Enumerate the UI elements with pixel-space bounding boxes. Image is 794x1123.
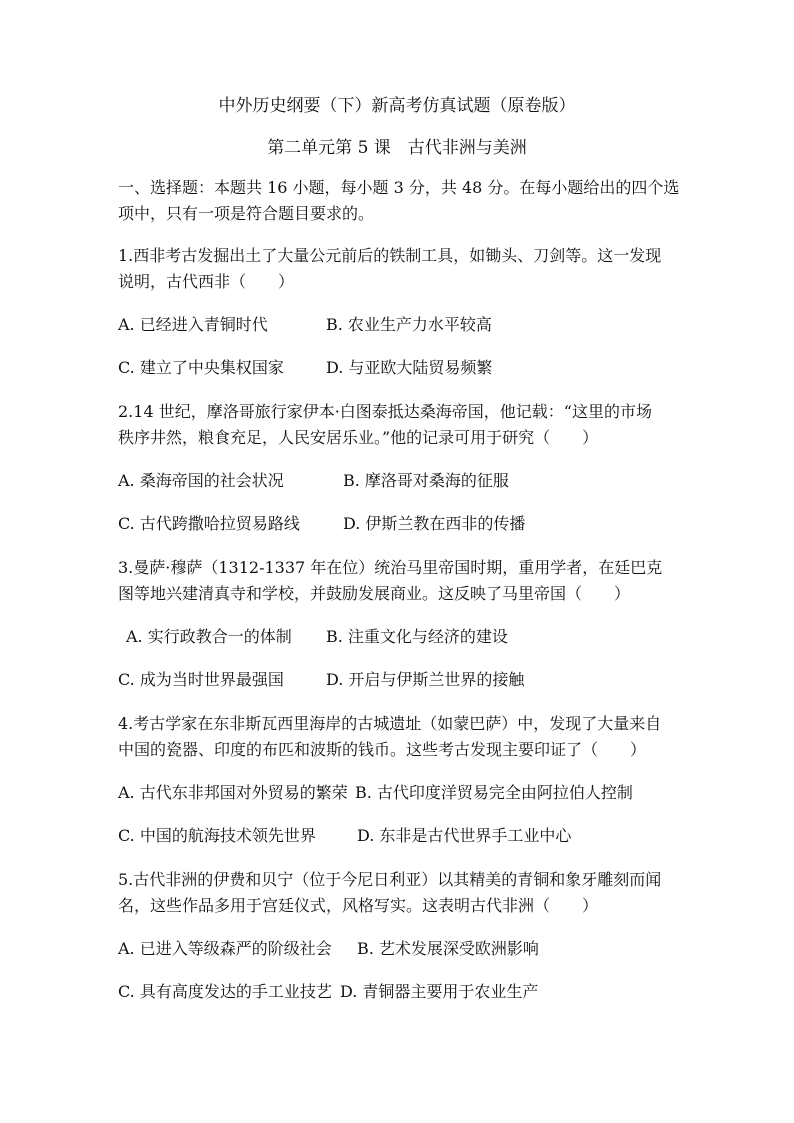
question-stem: 2.14 世纪，摩洛哥旅行家伊本·白图泰抵达桑海帝国，他记载：“这里的市场 [118, 402, 652, 421]
question-stem: 4.考古学家在东非斯瓦西里海岸的古城遗址（如蒙巴萨）中，发现了大量来自 [118, 714, 662, 733]
option-c: C. 建立了中央集权国家 [118, 358, 284, 377]
question-stem: 3.曼萨·穆萨（1312-1337 年在位）统治马里帝国时期，重用学者，在廷巴克 [118, 558, 663, 577]
option-b: B. 注重文化与经济的建设 [326, 627, 508, 646]
question-stem: 中国的瓷器、印度的布匹和波斯的钱币。这些考古发现主要印证了（ ） [118, 740, 647, 759]
lesson-subtitle: 第二单元第 5 课 古代非洲与美洲 [267, 138, 527, 158]
question-stem: 图等地兴建清真寺和学校，并鼓励发展商业。这反映了马里帝国（ ） [118, 584, 631, 603]
option-b: B. 农业生产力水平较高 [326, 315, 492, 334]
option-d: D. 伊斯兰教在西非的传播 [343, 514, 526, 533]
option-c: C. 古代跨撒哈拉贸易路线 [118, 514, 300, 533]
option-c: C. 成为当时世界最强国 [118, 670, 284, 689]
question-stem: 说明，古代西非（ ） [118, 272, 295, 291]
option-a: A. 桑海帝国的社会状况 [118, 471, 284, 490]
option-c: C. 中国的航海技术领先世界 [118, 826, 316, 845]
option-d: D. 开启与伊斯兰世界的接触 [326, 670, 525, 689]
option-a: A. 已经进入青铜时代 [118, 315, 268, 334]
option-b: B. 古代印度洋贸易完全由阿拉伯人控制 [355, 783, 633, 802]
question-stem: 名，这些作品多用于宫廷仪式，风格写实。这表明古代非洲（ ） [118, 896, 599, 915]
option-b: B. 艺术发展深受欧洲影响 [357, 939, 539, 958]
option-d: D. 与亚欧大陆贸易频繁 [326, 358, 493, 377]
question-stem: 1.西非考古发掘出土了大量公元前后的铁制工具，如锄头、刀剑等。这一发现 [118, 246, 662, 265]
option-d: D. 东非是古代世界手工业中心 [357, 826, 572, 845]
option-d: D. 青铜器主要用于农业生产 [340, 982, 539, 1001]
instructions-line-1: 一、选择题：本题共 16 小题，每小题 3 分，共 48 分。在每小题给出的四个选 [118, 178, 680, 197]
option-a: A. 已进入等级森严的阶级社会 [118, 939, 332, 958]
option-c: C. 具有高度发达的手工业技艺 [118, 982, 332, 1001]
option-a: A. 古代东非邦国对外贸易的繁荣 [118, 783, 348, 802]
document-title: 中外历史纲要（下）新高考仿真试题（原卷版） [218, 96, 576, 116]
option-a: A. 实行政教合一的体制 [126, 627, 292, 646]
option-b: B. 摩洛哥对桑海的征服 [343, 471, 509, 490]
question-stem: 5.古代非洲的伊费和贝宁（位于今尼日利亚）以其精美的青铜和象牙雕刻而闻 [118, 870, 662, 889]
instructions-line-2: 项中，只有一项是符合题目要求的。 [118, 204, 375, 223]
question-stem: 秩序井然，粮食充足，人民安居乐业。”他的记录可用于研究（ ） [118, 428, 599, 447]
